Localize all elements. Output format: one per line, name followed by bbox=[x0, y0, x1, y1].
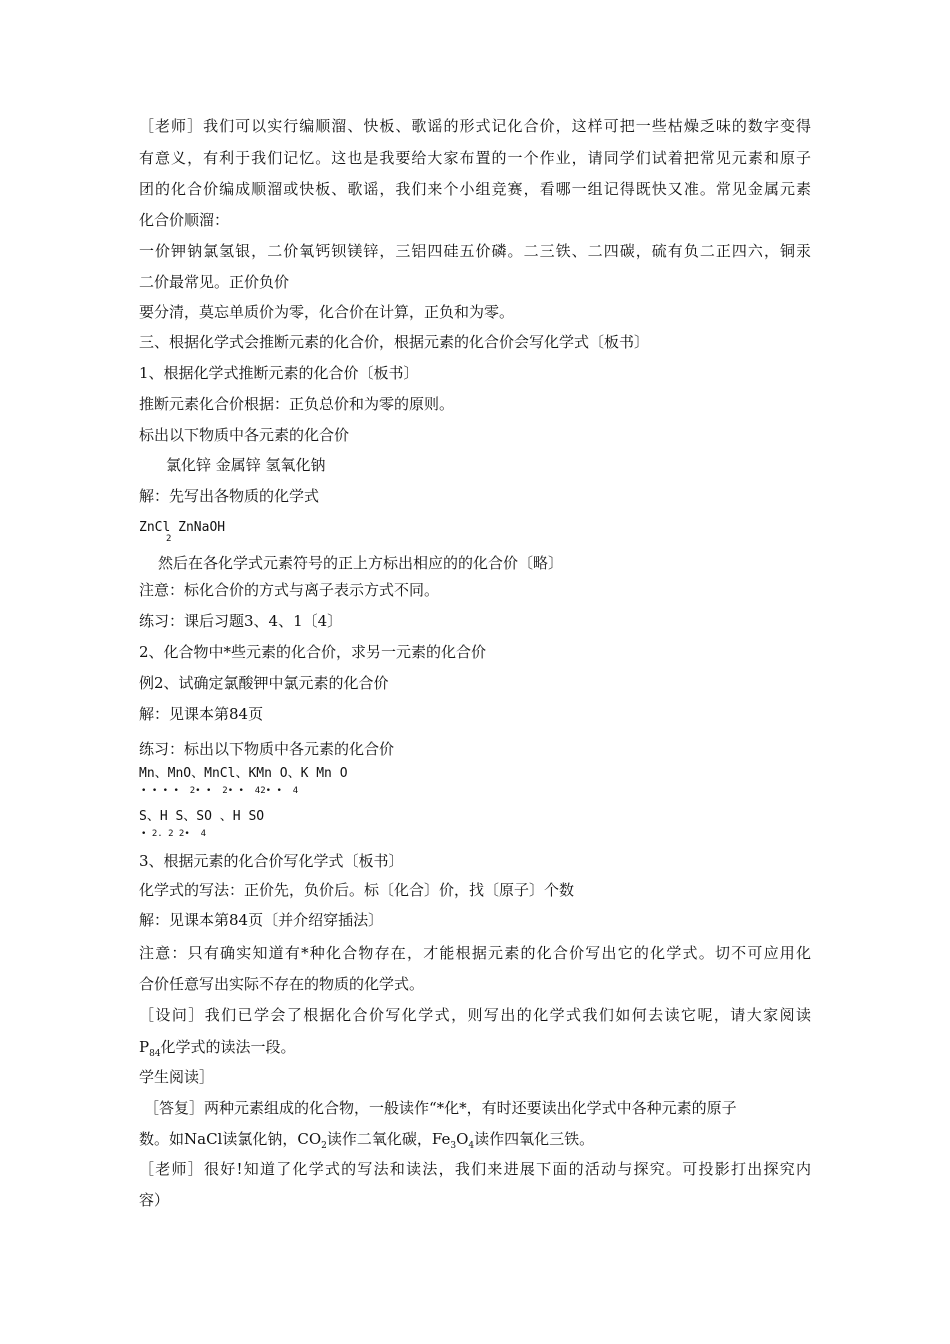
text-line: 一价钾钠氯氢银，二价氧钙钡镁锌，三铝四硅五价磷。二三铁、二四碳，硫有负二正四六，铜汞 bbox=[139, 242, 811, 260]
text-line: 解：见课本第84页〔并介绍穿插法〕 bbox=[139, 911, 384, 929]
text-line: 容） bbox=[139, 1191, 170, 1209]
text-line: 要分清，莫忘单质价为零，化合价在计算，正负和为零。 bbox=[139, 303, 515, 321]
text-line: ［答复］两种元素组成的化合物，一般读作“*化*，有时还要读出化学式中各种元素的原子 bbox=[144, 1099, 737, 1117]
note-line: 注意：标化合价的方式与离子表示方式不同。 bbox=[139, 581, 440, 599]
subsection-heading: 3、根据元素的化合价写化学式〔板书〕 bbox=[139, 852, 404, 870]
text-line: 化学式的写法：正价先，负价后。标〔化合〕价，找〔原子〕个数 bbox=[139, 881, 575, 899]
text-line: 氯化锌 金属锌 氢氧化钠 bbox=[166, 456, 326, 474]
subsection-heading: 2、化合物中*些元素的化合价，求另一元素的化合价 bbox=[139, 643, 487, 661]
formula-line: S、H S、SO 、H SO bbox=[139, 809, 265, 824]
subsection-heading: 1、根据化学式推断元素的化合价〔板书〕 bbox=[139, 364, 419, 382]
text-line: 标出以下物质中各元素的化合价 bbox=[139, 426, 350, 444]
formula-subscripts: • 2. 2 2• 4 bbox=[141, 829, 207, 839]
exercise-line: 练习：课后习题3、4、1〔4〕 bbox=[139, 612, 343, 630]
text-line: 推断元素化合价根据：正负总价和为零的原则。 bbox=[139, 395, 455, 413]
text-line: 解：见课本第84页 bbox=[139, 705, 264, 723]
text-line: 有意义，有利于我们记忆。这也是我要给大家布置的一个作业，请同学们试着把常见元素和原子 bbox=[139, 149, 811, 167]
text-line: 团的化合价编成顺溜或快板、歌谣，我们来个小组竞赛，看哪一组记得既快又准。常见金属元素 bbox=[139, 180, 811, 198]
text-line: ［老师］很好!知道了化学式的写法和读法，我们来进展下面的活动与探究。可投影打出探究内 bbox=[139, 1160, 811, 1178]
text-line: 然后在各化学式元素符号的正上方标出相应的的化合价〔略〕 bbox=[158, 554, 564, 572]
text-line: 化合价顺溜： bbox=[139, 211, 230, 229]
text-line: ［老师］我们可以实行编顺溜、快板、歌谣的形式记化合价，这样可把一些枯燥乏味的数字变得 bbox=[139, 117, 811, 135]
text-line: 学生阅读］ bbox=[139, 1068, 215, 1086]
text-line: ［设问］我们已学会了根据化合价写化学式，则写出的化学式我们如何去读它呢，请大家阅读 bbox=[139, 1006, 811, 1024]
section-heading: 三、根据化学式会推断元素的化合价，根据元素的化合价会写化学式〔板书〕 bbox=[139, 333, 650, 351]
text-line: 二价最常见。正价负价 bbox=[139, 273, 290, 291]
exercise-line: 练习：标出以下物质中各元素的化合价 bbox=[139, 740, 395, 758]
formula-subscripts: 2 bbox=[166, 534, 172, 544]
text-line: $P_{84}$化学式的读法一段。 bbox=[139, 1038, 296, 1059]
note-line: 注意：只有确实知道有*种化合物存在，才能根据元素的化合价写出它的化学式。切不可应用化 bbox=[139, 944, 811, 962]
formula-line: ZnCl ZnNaOH bbox=[139, 520, 226, 535]
formula-subscripts: • • • • 2• • 2• • 42• • 4 bbox=[141, 786, 299, 796]
text-line: 解：先写出各物质的化学式 bbox=[139, 487, 320, 505]
formula-line: Mn、MnO、MnCl、KMn O、K Mn O bbox=[139, 766, 348, 781]
example-line: 例2、试确定氯酸钾中氯元素的化合价 bbox=[139, 674, 389, 692]
text-line: 数。如NaCl读氯化钠，$CO_2$读作二氧化碳，$Fe_3O_4$读作四氧化三铁。 bbox=[139, 1130, 595, 1151]
text-line: 合价任意写出实际不存在的物质的化学式。 bbox=[139, 975, 425, 993]
